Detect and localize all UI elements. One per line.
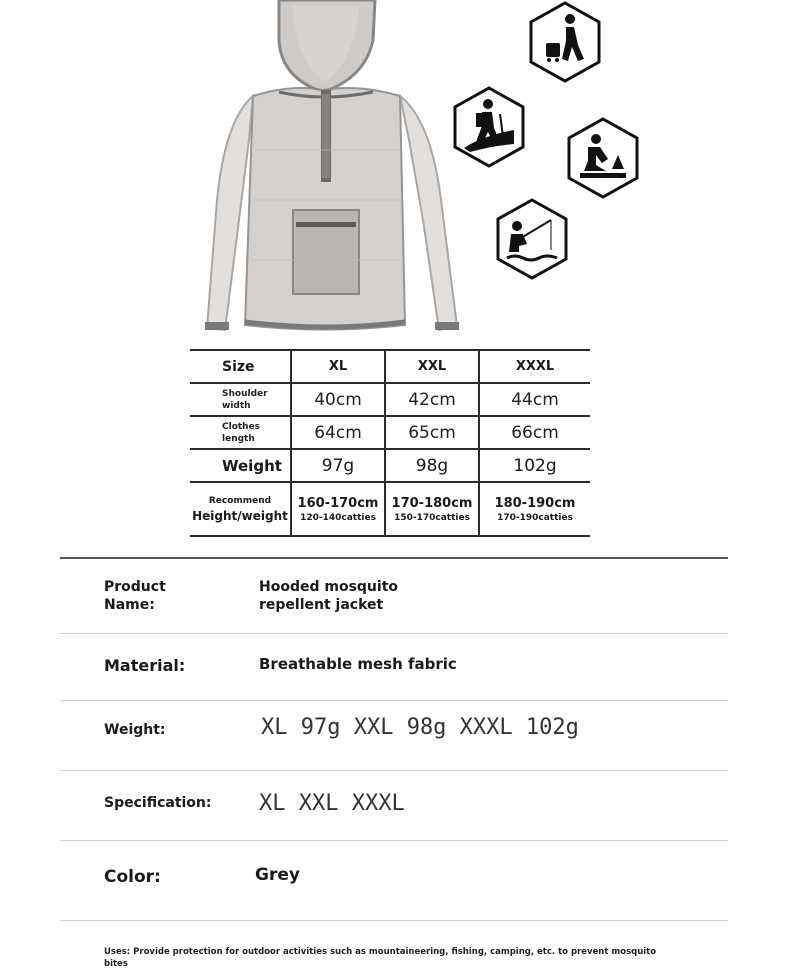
fishing-icon xyxy=(495,198,569,280)
spec-row-weight xyxy=(60,701,728,771)
product-name-value: Hooded mosquito repellent jacket xyxy=(259,579,399,613)
table-cell: 97g xyxy=(291,449,385,482)
mesh-jacket-image xyxy=(195,0,465,340)
clothes-length-row xyxy=(190,416,590,449)
camping-icon xyxy=(566,117,640,199)
table-cell: 65cm xyxy=(385,416,479,449)
material-value: Breathable mesh fabric xyxy=(259,655,457,673)
material-label: Material: xyxy=(104,656,186,675)
table-cell: 40cm xyxy=(291,383,385,416)
table-cell: 64cm xyxy=(291,416,385,449)
table-cell: 44cm xyxy=(479,383,590,416)
recommend-row xyxy=(190,482,590,536)
weight-label: Weight xyxy=(190,449,291,482)
recommend-label: Recommend Height/weight xyxy=(190,482,291,536)
color-label: Color: xyxy=(104,867,161,887)
color-value: Grey xyxy=(255,865,300,885)
spec-row-specification xyxy=(60,771,728,841)
travel-icon xyxy=(528,1,602,83)
size-header-label: Size xyxy=(190,350,291,383)
table-cell: 66cm xyxy=(479,416,590,449)
uses-description: Uses: Provide protection for outdoor activities such as mountaineering, fishing, camping, etc. to prevent mosquito bites xyxy=(104,947,657,969)
product-name-label: Product Name: xyxy=(104,579,166,613)
specification-label: Specification: xyxy=(104,795,212,811)
size-xxxl-header: XXXL xyxy=(479,350,590,383)
table-cell: 180-190cm 170-190catties xyxy=(479,482,590,536)
shoulder-width-label: Shoulder width xyxy=(190,383,291,416)
specification-value: XL XXL XXXL xyxy=(259,791,405,816)
size-header-row xyxy=(190,350,590,383)
hiking-icon xyxy=(452,86,526,168)
table-cell: 42cm xyxy=(385,383,479,416)
spec-row-material xyxy=(60,632,728,701)
clothes-length-label: Clothes length xyxy=(190,416,291,449)
spec-row-product-name xyxy=(60,557,728,634)
weight-row xyxy=(190,449,590,482)
table-cell: 170-180cm 150-170catties xyxy=(385,482,479,536)
size-xxl-header: XXL xyxy=(385,350,479,383)
table-cell: 102g xyxy=(479,449,590,482)
product-hero xyxy=(0,0,790,345)
spec-row-color xyxy=(60,841,728,921)
size-table xyxy=(190,349,590,537)
table-cell: 160-170cm 120-140catties xyxy=(291,482,385,536)
shoulder-width-row xyxy=(190,383,590,416)
size-xl-header: XL xyxy=(291,350,385,383)
table-cell: 98g xyxy=(385,449,479,482)
weight-spec-value: XL 97g XXL 98g XXXL 102g xyxy=(261,715,579,740)
weight-spec-label: Weight: xyxy=(104,722,166,738)
